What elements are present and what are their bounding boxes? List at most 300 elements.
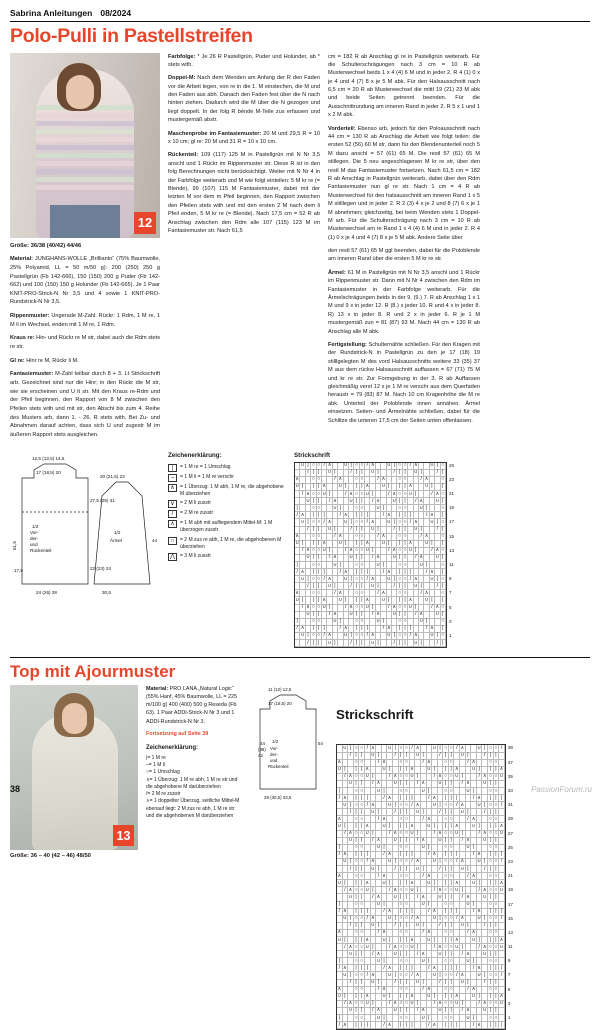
chart-cell: ∪: [466, 957, 470, 964]
chart-row-number: 25: [448, 462, 455, 468]
chart-cell: ∧: [337, 872, 342, 879]
chart-row-number: 31: [507, 802, 513, 808]
chart-cell: |: [404, 923, 410, 930]
chart-cell: |: [359, 866, 365, 873]
chart-cell: |: [471, 958, 477, 965]
chart-cell: ∪: [337, 766, 342, 773]
chart-cell: ∧: [430, 568, 434, 575]
chart-cell: ∧: [499, 936, 504, 943]
svg-text:24 (26) 28: 24 (26) 28: [36, 589, 57, 595]
chart-cell: |: [397, 555, 402, 562]
chart-row-numbers: [449, 462, 454, 648]
chart-cell: /: [376, 760, 382, 767]
chart-cell: /: [482, 980, 488, 987]
chart-cell: ∪: [387, 744, 392, 751]
chart-cell: ∧: [426, 759, 431, 766]
material-head-2: Material:: [146, 686, 169, 693]
chart-cell: ∪: [426, 823, 431, 830]
meta-item: [10, 357, 160, 366]
chart-cell: ∪: [300, 518, 305, 525]
chart-cell: /: [435, 583, 440, 590]
chart-cell: |: [449, 894, 455, 901]
chart-cell: ○: [354, 618, 358, 625]
chart-cell: |: [348, 802, 354, 809]
svg-text:1/2: 1/2: [272, 739, 279, 745]
svg-text:12,5 (13,5) 14,5: 12,5 (13,5) 14,5: [32, 455, 65, 461]
chart-cell: ∧: [432, 794, 437, 801]
chart-cell: ∪: [343, 858, 347, 865]
chart-cell: ○: [399, 830, 403, 837]
chart-cell: /: [499, 802, 505, 809]
chart-cell: /: [337, 909, 343, 916]
chart-cell: |: [466, 980, 472, 987]
chart-cell: /: [337, 965, 343, 972]
chart-cell: ○: [354, 858, 358, 865]
chart-cell: ○: [444, 943, 448, 950]
chart-cell: |: [488, 909, 494, 916]
meta-head: Rippenmuster:: [10, 313, 50, 320]
chart-cell: ∪: [430, 518, 434, 525]
chart-cell: |: [365, 795, 371, 802]
chart-cell: /: [466, 816, 472, 823]
chart-cell: ∪: [295, 596, 300, 603]
chart-cell: ∪: [327, 582, 332, 589]
chart-cell: ○: [449, 744, 453, 751]
chart-cell: /: [477, 774, 483, 781]
chart-cell: ∪: [466, 787, 470, 794]
chart-cell: |: [359, 909, 365, 916]
legend-text: = 1 doppelter Überzug, seitliche Mittel-M ebenauf liegt: 2 M zus re abh, 1 M re str und die abgehobenen M darüberziehen: [146, 798, 240, 819]
chart-cell: ○: [444, 1000, 448, 1007]
chart-cell: /: [376, 816, 382, 823]
chart-cell: ∪: [432, 915, 437, 922]
chart-cell: ∧: [410, 936, 414, 943]
chart-cell: |: [333, 470, 338, 477]
svg-text:34: 34: [260, 741, 265, 747]
chart-cell: ○: [360, 830, 364, 837]
chart-cell: /: [408, 519, 413, 526]
svg-text:30,5: 30,5: [102, 589, 111, 595]
chart-cell: ∪: [460, 808, 465, 815]
chart-cell: /: [376, 590, 381, 597]
chart-row-number: 1: [448, 632, 452, 638]
chart-cell: ∧: [300, 568, 305, 575]
chart-cell: |: [443, 894, 449, 901]
chart-cell: ∧: [387, 625, 391, 632]
chart-cell: |: [494, 866, 500, 873]
chart-cell: |: [359, 1008, 365, 1015]
chart-cell: ○: [488, 915, 492, 922]
chart-cell: |: [376, 809, 382, 816]
chart-cell: ∪: [393, 780, 398, 787]
chart-cell: ○: [354, 957, 358, 964]
chart-cell: [499, 1015, 505, 1022]
chart-cell: |: [488, 951, 494, 958]
chart-cell: |: [460, 1001, 466, 1008]
chart-cell: ○: [354, 744, 358, 751]
chart-cell: |: [397, 626, 402, 633]
chart-cell: ○: [311, 462, 315, 469]
size-value: 36/38 (40/42) 44/46: [30, 242, 82, 249]
chart-row-number: 11: [507, 944, 513, 950]
chart-cell: |: [311, 527, 316, 534]
chart-cell: ○: [441, 533, 445, 540]
chart-cell: /: [338, 512, 343, 519]
chart-cell: ○: [494, 858, 498, 865]
chart-cell: |: [494, 838, 500, 845]
chart-cell: |: [415, 774, 421, 781]
chart-cell: /: [381, 512, 386, 519]
size-value-2: 36 – 40 (42 – 46) 48/50: [30, 853, 91, 860]
chart-cell: |: [376, 640, 381, 647]
chart-cell: /: [371, 894, 377, 901]
chart-cell: |: [438, 745, 444, 752]
chart-cell: ∪: [387, 518, 391, 525]
chart-cell: /: [454, 745, 460, 752]
chart-cell: ○: [403, 618, 407, 625]
chart-cell: ∪: [460, 752, 465, 759]
chart-cell: /: [343, 944, 349, 951]
chart-cell: ○: [444, 801, 448, 808]
chart-cell: /: [387, 491, 392, 498]
chart-cell: |: [449, 980, 455, 987]
chart-cell: ∧: [343, 851, 347, 858]
chart-cell: ∧: [415, 915, 420, 922]
chart-cell: ○: [360, 787, 364, 794]
meta-item: [10, 334, 160, 351]
chart-cell: ∪: [413, 526, 418, 533]
chart-cell: ○: [449, 901, 453, 908]
chart-cell: |: [404, 880, 410, 887]
chart-cell: |: [371, 831, 377, 838]
chart-cell: ∧: [371, 971, 375, 978]
chart-cell: |: [393, 859, 399, 866]
chart-cell: |: [337, 788, 343, 795]
svg-text:27,5 (29) 31: 27,5 (29) 31: [90, 497, 115, 503]
chart-cell: /: [415, 951, 421, 958]
chart-cell: ∧: [393, 886, 398, 893]
chart-cell: |: [443, 1022, 449, 1029]
body-paragraph: [328, 53, 480, 120]
knitting-chart-2: [336, 685, 590, 1030]
chart-cell: ○: [360, 801, 364, 808]
svg-text:22 (23) 24: 22 (23) 24: [90, 565, 111, 571]
chart-cell: |: [322, 512, 327, 519]
chart-cell: ∧: [381, 589, 386, 596]
chart-cell: |: [414, 605, 419, 612]
chart-cell: ∪: [471, 879, 476, 886]
svg-text:17 (18,5) 20: 17 (18,5) 20: [36, 469, 61, 475]
chart-cell: |: [494, 781, 500, 788]
chart-cell: /: [365, 633, 370, 640]
chart-cell: |: [317, 498, 322, 505]
body-paragraph: [168, 53, 320, 70]
chart-cell: ○: [488, 872, 492, 879]
chart-cell: /: [393, 980, 399, 987]
chart-cell: ○: [311, 504, 315, 511]
chart-cell: |: [348, 972, 354, 979]
chart-cell: [499, 980, 505, 987]
chart-cell: ○: [311, 518, 315, 525]
chart-cell: |: [359, 809, 365, 816]
legend-item: [146, 762, 242, 769]
chart-cell: |: [365, 626, 370, 633]
chart-cell: |: [443, 1008, 449, 1015]
chart-cell: |: [354, 512, 359, 519]
chart-cell: ○: [404, 872, 408, 879]
chart-cell: |: [387, 823, 393, 830]
chart-cell: |: [343, 937, 349, 944]
chart-cell: |: [354, 795, 360, 802]
legend-item: [168, 553, 288, 561]
chart-cell: /: [376, 873, 382, 880]
chart-cell: ○: [354, 787, 358, 794]
meta-item: [10, 255, 160, 307]
chart-cell: ∪: [295, 483, 300, 490]
chart-cell: |: [337, 958, 343, 965]
chart-cell: ○: [404, 957, 408, 964]
chart-cell: |: [354, 937, 360, 944]
chart-cell: /: [393, 923, 399, 930]
chart-cell: /: [432, 774, 438, 781]
chart-cell: ○: [449, 844, 453, 851]
chart-cell: ○: [441, 632, 445, 639]
chart-cell: |: [397, 597, 402, 604]
chart-cell: ○: [354, 504, 358, 511]
chart-cell: /: [365, 745, 371, 752]
chart-cell: |: [387, 994, 393, 1001]
chart-cell: ○: [360, 604, 364, 611]
chart-cell: ∪: [413, 582, 418, 589]
chart-cell: ∧: [471, 759, 476, 766]
chart-cell: ∪: [371, 922, 375, 929]
chart-cell: ∪: [337, 823, 342, 830]
chart-cell: ∧: [295, 476, 300, 483]
chart-cell: ∧: [460, 915, 465, 922]
chart-cell: ∧: [482, 1000, 487, 1007]
chart-cell: /: [430, 491, 435, 498]
chart-cell: /: [392, 583, 397, 590]
chart-cell: ∧: [499, 766, 504, 773]
legend-item: [168, 464, 288, 472]
chart-cell: ∪: [387, 462, 391, 469]
chart-cell: /: [454, 859, 460, 866]
chart-cell: |: [399, 1008, 405, 1015]
chart-cell: |: [393, 745, 399, 752]
chart-title-2: Strickschrift: [336, 707, 414, 723]
svg-text:1/2: 1/2: [32, 523, 39, 529]
chart-cell: ∪: [482, 780, 487, 787]
chart-cell: /: [471, 909, 477, 916]
chart-cell: ○: [317, 504, 321, 511]
chart-cell: /: [460, 781, 466, 788]
chart-cell: |: [477, 937, 483, 944]
chart-cell: |: [443, 753, 449, 760]
chart-cell: ∪: [454, 943, 459, 950]
model-photo-2: [10, 685, 138, 850]
chart-cell: |: [427, 902, 433, 909]
chart-cell: ∪: [499, 830, 504, 837]
chart-cell: /: [365, 802, 371, 809]
chart-cell: |: [404, 1022, 410, 1029]
chart-cell: |: [404, 852, 410, 859]
chart-cell: ○: [354, 575, 358, 582]
chart-cell: ○: [488, 1000, 492, 1007]
chart-cell: |: [354, 626, 359, 633]
chart-cell: ∧: [349, 490, 353, 497]
photo-face: [66, 75, 94, 109]
chart-cell: ∪: [460, 865, 465, 872]
masthead: [10, 8, 590, 22]
chart-cell: ∪: [408, 490, 413, 497]
chart-cell: /: [408, 633, 413, 640]
chart-cell: ∧: [371, 858, 375, 865]
meta-head: Material:: [10, 256, 34, 263]
chart-cell: |: [466, 753, 472, 760]
chart-cell: |: [424, 505, 429, 512]
chart-cell: /: [421, 873, 427, 880]
chart-cell: ∧: [499, 823, 504, 830]
chart-cell: ○: [494, 759, 498, 766]
chart-cell: /: [333, 534, 338, 541]
chart-cell: ○: [399, 844, 403, 851]
chart-cell: /: [371, 1008, 377, 1015]
legend-symbol: ∧: [146, 776, 150, 783]
chart-cell: |: [403, 612, 408, 619]
chart-cell: ∪: [371, 865, 375, 872]
chart-cell: ∧: [421, 893, 426, 900]
chart-cell: |: [430, 541, 435, 548]
chart-cell: ∧: [392, 547, 397, 554]
chart-cell: /: [392, 640, 397, 647]
chart-cell: ○: [360, 986, 364, 993]
chart-cell: |: [311, 612, 316, 619]
chart-cell: ○: [404, 744, 408, 751]
chart-cell: |: [349, 519, 354, 526]
chart-cell: /: [370, 612, 375, 619]
chart-cell: ∧: [471, 872, 476, 879]
schematic-band-1: [10, 452, 590, 648]
chart-cell: |: [421, 753, 427, 760]
chart-cell: |: [397, 640, 402, 647]
legend-text: = 1 Überzug: 1 M re abh, 1 M re str und die abgehobene M darüberziehen: [146, 776, 238, 790]
chart-cell: |: [488, 965, 494, 972]
chart-cell: ○: [354, 886, 358, 893]
chart-cell: /: [295, 626, 300, 633]
chart-cell: |: [404, 809, 410, 816]
chart-cell: |: [430, 484, 435, 491]
chart-cell: ∪: [471, 993, 476, 1000]
chart-cell: |: [494, 1008, 500, 1015]
chart-cell: ○: [354, 844, 358, 851]
chart-cell: |: [354, 640, 359, 647]
chart-cell: |: [399, 852, 405, 859]
chart-cell: ○: [404, 815, 408, 822]
chart-cell: |: [419, 583, 424, 590]
chart-cell: ∪: [343, 462, 348, 469]
chart-cell: ∪: [482, 1007, 487, 1014]
chart-cell: |: [419, 527, 424, 534]
chart-cell: |: [449, 866, 455, 873]
chart-grid: [336, 744, 506, 1030]
body-paragraph: [168, 130, 320, 147]
chart-cell: /: [343, 1001, 349, 1008]
chart-cell: ∧: [410, 823, 414, 830]
chart-cell: ∧: [295, 589, 300, 596]
chart-cell: ∧: [387, 794, 392, 801]
chart-cell: |: [317, 569, 322, 576]
chart-cell: |: [354, 767, 360, 774]
chart-cell: ∧: [387, 851, 392, 858]
chart-cell: ∧: [392, 604, 397, 611]
chart-cell: ∪: [300, 575, 305, 582]
chart-cell: |: [354, 1008, 360, 1015]
chart-cell: ○: [360, 957, 364, 964]
chart-cell: |: [460, 831, 466, 838]
chart-cell: [499, 781, 505, 788]
chart-cell: |: [438, 916, 444, 923]
chart-cell: |: [403, 597, 408, 604]
chart-cell: ∪: [415, 808, 420, 815]
chart-cell: /: [370, 498, 375, 505]
chart-cell: ○: [404, 901, 408, 908]
chart-cell: ○: [354, 943, 358, 950]
chart-cell: |: [311, 640, 316, 647]
chart-cell: /: [387, 887, 393, 894]
chart-cell: ∧: [322, 540, 326, 547]
chart-cell: ∧: [365, 879, 370, 886]
chart-cell: /: [348, 753, 354, 760]
chart-cell: ○: [403, 518, 407, 525]
chart-cell: /: [408, 463, 413, 470]
chart-cell: |: [449, 880, 455, 887]
chart-cell: ∪: [333, 561, 337, 568]
chart-cell: ∪: [454, 830, 459, 837]
chart-cell: |: [397, 484, 402, 491]
chart-cell: |: [454, 965, 460, 972]
chart-cell: |: [441, 527, 446, 534]
chart-cell: |: [387, 880, 393, 887]
chart-cell: |: [488, 937, 494, 944]
chart-cell: ○: [317, 547, 321, 554]
chart-cell: /: [376, 534, 381, 541]
chart-cell: ○: [488, 929, 492, 936]
chart-cell: ○: [488, 801, 492, 808]
chart-cell: |: [488, 994, 494, 1001]
legend-symbol: /: [146, 791, 148, 797]
chart-cell: |: [443, 823, 449, 830]
chart-cell: ○: [399, 815, 403, 822]
chart-cell: ∧: [387, 1021, 392, 1028]
legend-symbol: ⋏: [146, 798, 150, 805]
para-text: Nach dem Wenden am Anfang der R den Faden vor die Arbeit legen, von re in die 1. M einstechen, die M und den Faden aus abh. Danach den Faden fest über die N nach hinten ziehen. Dadurch wird die M über die N gezogen und liegt doppelt. In der folg R bénde M-Teile zus erfassen und mustergemäß abstr.: [168, 75, 320, 124]
chart-cell: ∪: [338, 540, 343, 547]
para-text: 61 M in Pastellgrün mit N Nr 3,5 anschl und 1 Rückr im Rippenmuster str. Dann mit N Nr 4 zwischen den Rdm im Fantasiemuster in der Farbfolge weiterarb. Für die Ärmelschrägungen beids in der 9. (9.) 7. R ab Anschlag 1 x 1 M und 9 x in jeder 12. R (8.) x jeder 10. R und 4 x in jeder 8. R) 13 x in jeder 8. R und 2 x in jeder 6. R je 1 M mustergemäß zun = 81 (87) 93 M. Nach 44 cm = 130 R ab Anschlag alle M abk.: [328, 269, 480, 335]
chart-cell: |: [371, 774, 377, 781]
chart-cell: |: [360, 470, 365, 477]
chart-cell: ∧: [432, 1021, 437, 1028]
chart-row-number: 13: [448, 547, 455, 553]
chart-cell: /: [419, 534, 424, 541]
chart-cell: ○: [399, 915, 403, 922]
chart-cell: ○: [360, 915, 364, 922]
chart-cell: [499, 902, 505, 909]
chart-cell: ∪: [365, 604, 370, 611]
chart-cell: |: [488, 767, 494, 774]
page-number: 38: [10, 784, 21, 794]
chart-cell: |: [317, 484, 322, 491]
chart-cell: ○: [360, 901, 364, 908]
